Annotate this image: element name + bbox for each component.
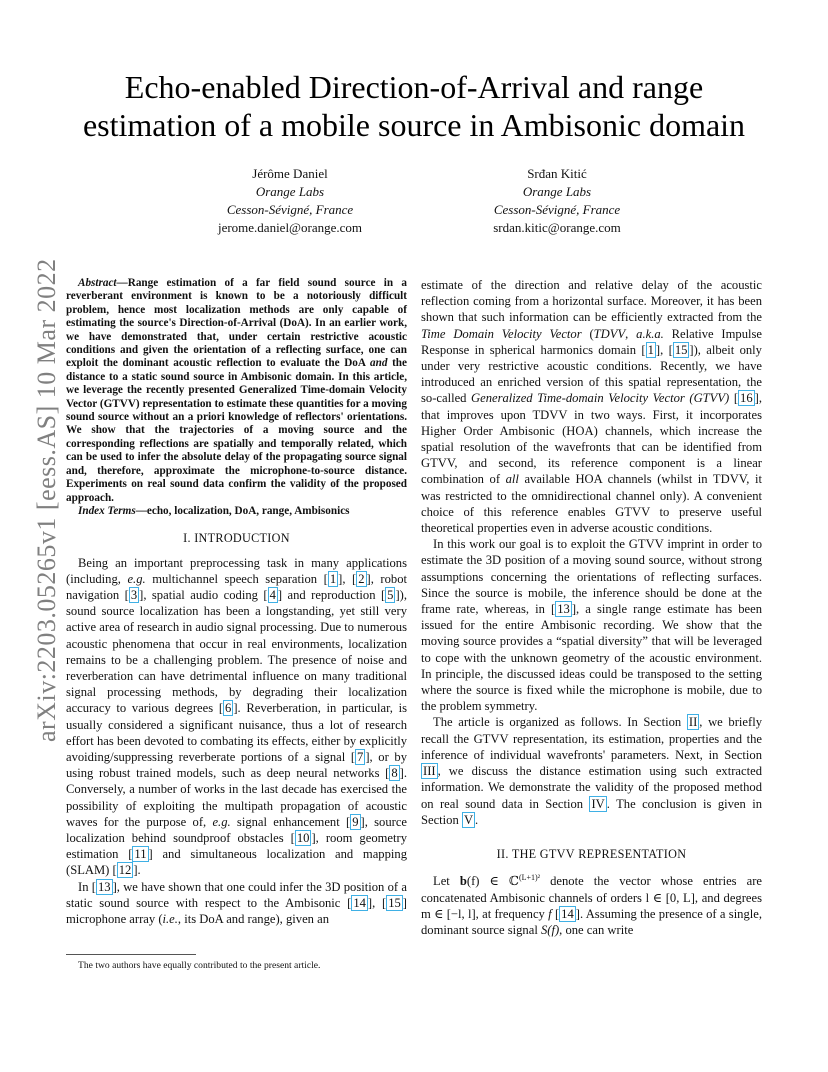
citation-link[interactable]: 2 (358, 571, 365, 586)
citation-link[interactable]: 16 (740, 391, 753, 406)
author-name: Srđan Kitić (527, 166, 587, 181)
citation-link[interactable]: 1 (329, 571, 337, 586)
author-block-1 (160, 165, 420, 237)
arxiv-stamp (12, 258, 61, 742)
section-link[interactable]: IV (591, 796, 605, 811)
author-block-2 (427, 165, 687, 237)
citation-link[interactable]: 12 (118, 863, 132, 878)
author-location: Cesson-Sévigné, France (226, 202, 354, 217)
title-line-2: estimation of a mobile source in Ambisonic domain (82, 107, 746, 143)
citation-link[interactable]: 15 (674, 342, 688, 357)
citation-link[interactable]: 7 (357, 749, 364, 764)
citation-link[interactable]: 10 (296, 830, 310, 845)
index-terms (66, 505, 407, 518)
author-location: Cesson-Sévigné, France (493, 202, 621, 217)
right-column (421, 277, 762, 938)
abstract-text: the distance to a static sound source in Ambisonic domain. In this article, we leverage the recently presented Generalized Time-domain Velocity Vector (GTVV) representation to estimate these quantities for a moving sound source without an a priori knowledge of reflectors' orientations. We show that the trajectories of a moving source and the corresponding reflections are spatially and temporally related, which can be used to infer the absolute delay of the propagating source signal and, therefore, approximate the microphone-to-source distance. Experiments on real sound data confirm the validity of the proposed approach. (66, 357, 407, 504)
right-paragraph-2: In this work our goal is to exploit the GTVV imprint in order to estimate the 3D position of a moving sound source, without strong assumptions concerning the orientations of reflecting surfaces. Since the source is mobile, the inference should be done at the frame rate, whereas, in [ 13 ], a single range estimate has been issued for the entire Ambisonic recording. We show that the moving source provides a “spatial diversity” that will be leveraged to cope with the unknown geometry of the acoustic environment. In principle, the discussed ideas could be transposed to the setting where the source is fixed while the microphone is mobile, due to the problem symmetry. (421, 537, 762, 714)
intro-paragraph-1: Being an important preprocessing task in many applications (including, e.g. multichannel speech separation [ 1 ], [ 2 ], robot navigation [ 3 ], spatial audio coding [ 4 ] and reproduction [ 5 ]), sound source localization has been a longstanding, yet still very active area of research in audio signal processing. Due to numerous acoustic phenomena that occur in real environments, localization remains to be a challenging problem. The presence of noise and reverberation can have detrimental influence on many traditional signal processing methods, by degrading their localization accuracy to various degrees [ 6 ]. Reverberation, in particular, is usually considered a significant nuisance, thus a lot of research effort has been devoted to combating its effects, either by explicitly avoiding/suppressing reverberate portions of a signal [ 7 ], or by using robust trained models, such as deep neural networks [ 8 ]. Conversely, a number of works in the last decade has exercised the possibility of exploiting the multipath propagation of acoustic waves for the purpose of, e.g. signal enhancement [ 9 ], source localization behind soundproof obstacles [ 10 ], room geometry estimation [ 11 ] and simultaneous localization and mapping (SLAM) [ 12 ]. (66, 555, 408, 878)
intro-paragraph-2: In [ 13 ], we have shown that one could infer the 3D position of a static sound source with respect to the Ambisonic [ 14 ], [ 15 ] microphone array (i.e., its DoA and range), given an (66, 879, 407, 926)
citation-link[interactable]: 15 (388, 895, 401, 910)
right-paragraph-3: The article is organized as follows. In Section II , we briefly recall the GTVV representation, its estimation, properties and the inference of individual wavefronts' parameters. Next, in Section III , we discuss the distance estimation using such extracted information. We demonstrate the validity of the proposed method on real sound data in Section IV . The conclusion is given in Section V . (421, 715, 762, 827)
author-org: Orange Labs (522, 184, 592, 199)
paper-title (40, 68, 788, 144)
citation-link[interactable]: 1 (647, 342, 654, 357)
citation-link[interactable]: 8 (391, 766, 398, 781)
title-line-1: Echo-enabled Direction-of-Arrival and range (124, 69, 704, 105)
right-paragraph-1: estimate of the direction and relative delay of the acoustic reflection coming from a horizontal surface. Moreover, it has been shown that such information can be efficiently extracted from the Time Domain Velocity Vector (TDVV, a.k.a. Relative Impulse Response in spherical harmonics domain [ 1 ], [ 15 ]), albeit only under very restrictive acoustic conditions. Recently, we have introduced an enriched version of this spatial representation, the so-called Generalized Time-domain Velocity Vector (GTVV) [ 16 ], that improves upon TDVV in two ways. First, it incorporates Higher Order Ambisonic (HOA) channels, which increase the spatial resolution of the wavefronts that can be identified from GTVV, and second, its reference component is a linear combination of all available HOA channels (whilst in TDVV, it was restricted to the omnidirectional channel only). A convenient choice of this reference enables GTVV to preserve useful theoretical properties even in adverse acoustic conditions. (421, 278, 763, 536)
citation-link[interactable]: 14 (561, 906, 574, 921)
author-email: srdan.kitic@orange.com (493, 220, 621, 235)
citation-link[interactable]: 4 (269, 587, 276, 602)
index-terms-label: Index Terms (78, 504, 136, 517)
citation-link[interactable]: 9 (352, 814, 359, 829)
citation-link[interactable]: 11 (134, 847, 147, 862)
abstract (66, 277, 407, 505)
right-paragraph-4: Let b(f) ∈ ℂ$^{(L+1)^2}$ denote the vector whose entries are concatenated Ambisonic channels of orders l ∈ [0, L], and degrees m ∈ [−l, l], at frequency f [ 14 ]. Assuming the presence of a single, dominant source signal S(f), one can write (421, 873, 763, 937)
citation-link[interactable]: 13 (97, 879, 111, 894)
citation-link[interactable]: 3 (130, 587, 138, 602)
index-terms-text: —echo, localization, DoA, range, Ambisonics (135, 504, 350, 517)
section-link[interactable]: II (688, 715, 698, 730)
abstract-label: Abstract (78, 277, 117, 289)
abstract-text: —Range estimation of a far field sound source in a reverberant environment is known to be a notoriously difficult problem, hence most localization methods are only capable of estimating the source's Direction-of-Arrival (DoA). In an earlier work, we have demonstrated that, under certain restrictive acoustic conditions and given the orientation of a reflecting surface, one can exploit the dominant acoustic reflection to evaluate the DoA (66, 277, 407, 370)
citation-link[interactable]: 13 (557, 602, 570, 617)
arxiv-identifier: arXiv:2203.05265v1 [eess.AS] 10 Mar 2022 (32, 258, 61, 742)
author-email: jerome.daniel@orange.com (217, 220, 363, 235)
abstract-emph: and (370, 357, 388, 370)
citation-link[interactable]: 14 (353, 895, 366, 910)
section-link[interactable]: V (463, 812, 474, 827)
author-org: Orange Labs (255, 184, 325, 199)
left-column (66, 277, 407, 927)
footnote: The two authors have equally contributed to the present article. (78, 960, 408, 972)
section-heading-gtvv: II. THE GTVV REPRESENTATION (496, 846, 687, 861)
author-name: Jérôme Daniel (252, 166, 328, 181)
section-link[interactable]: III (423, 764, 436, 779)
section-heading-introduction: I. INTRODUCTION (183, 531, 290, 546)
citation-link[interactable]: 5 (387, 587, 394, 602)
citation-link[interactable]: 6 (225, 701, 232, 716)
